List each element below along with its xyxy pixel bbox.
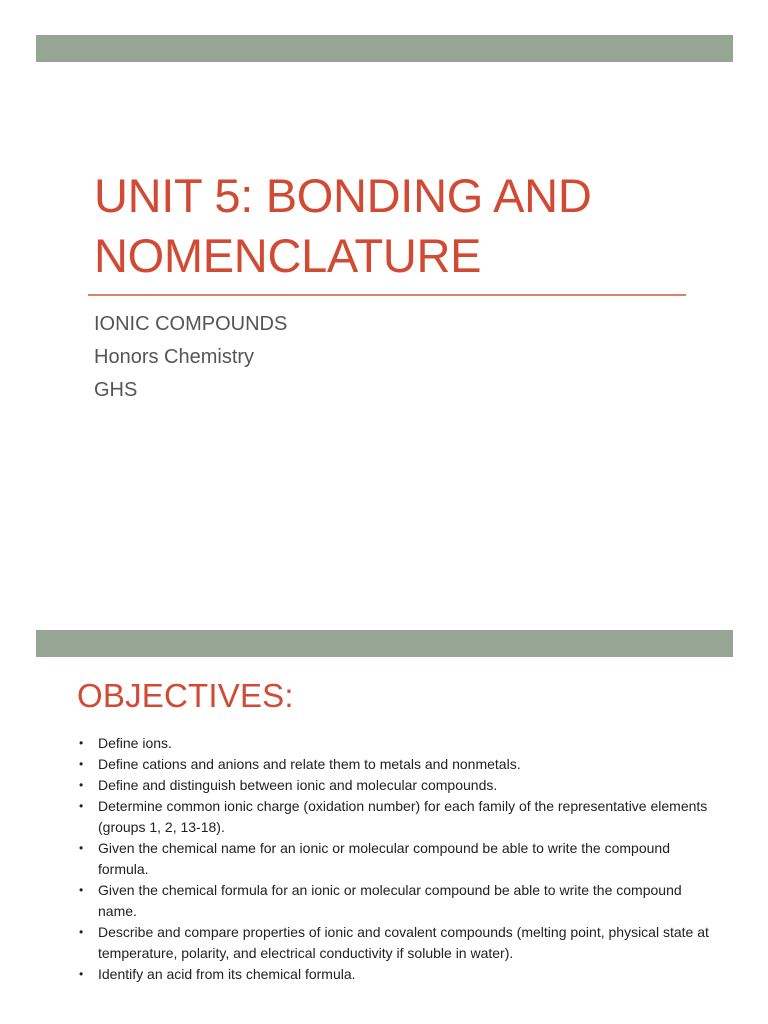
objective-text: Define cations and anions and relate them to metals and nonmetals. <box>98 756 521 772</box>
objective-text: Given the chemical name for an ionic or molecular compound be able to write the compound formula. <box>98 840 670 877</box>
objective-text: Describe and compare properties of ionic and covalent compounds (melting point, physical state at temperature, polarity, and electrical conductivity if soluble in water). <box>98 924 709 961</box>
objective-text: Define ions. <box>98 735 172 751</box>
objective-item <box>76 733 716 754</box>
bullet-icon: • <box>79 841 84 855</box>
objectives-list <box>76 733 716 985</box>
subtitle-line: GHS <box>94 379 138 401</box>
slide-accent-bar <box>36 35 733 62</box>
bullet-icon: • <box>79 736 84 750</box>
slide-accent-bar <box>36 630 733 657</box>
objective-item <box>76 838 716 880</box>
bullet-icon: • <box>79 967 84 981</box>
objectives-heading: OBJECTIVES: <box>77 677 294 714</box>
objective-item <box>76 922 716 964</box>
objective-item <box>76 754 716 775</box>
subtitle-line: IONIC COMPOUNDS <box>94 313 288 335</box>
objective-item <box>76 964 716 985</box>
subtitle-block <box>94 308 287 407</box>
bullet-icon: • <box>79 925 84 939</box>
objective-text: Identify an acid from its chemical formula. <box>98 966 356 982</box>
slide-objectives <box>0 630 768 1024</box>
objective-text: Define and distinguish between ionic and molecular compounds. <box>98 777 498 793</box>
bullet-icon: • <box>79 778 84 792</box>
objective-text: Given the chemical formula for an ionic or molecular compound be able to write the compound name. <box>98 882 682 919</box>
bullet-icon: • <box>79 757 84 771</box>
title-divider <box>88 294 686 296</box>
subtitle-line: Honors Chemistry <box>94 346 255 368</box>
objective-item <box>76 775 716 796</box>
objective-item <box>76 796 716 838</box>
bullet-icon: • <box>79 883 84 897</box>
slide-title-text: UNIT 5: BONDING AND NOMENCLATURE <box>94 169 592 282</box>
bullet-icon: • <box>79 799 84 813</box>
objective-text: Determine common ionic charge (oxidation number) for each family of the representative elements (groups 1, 2, 13-18). <box>98 798 708 835</box>
objective-item <box>76 880 716 922</box>
